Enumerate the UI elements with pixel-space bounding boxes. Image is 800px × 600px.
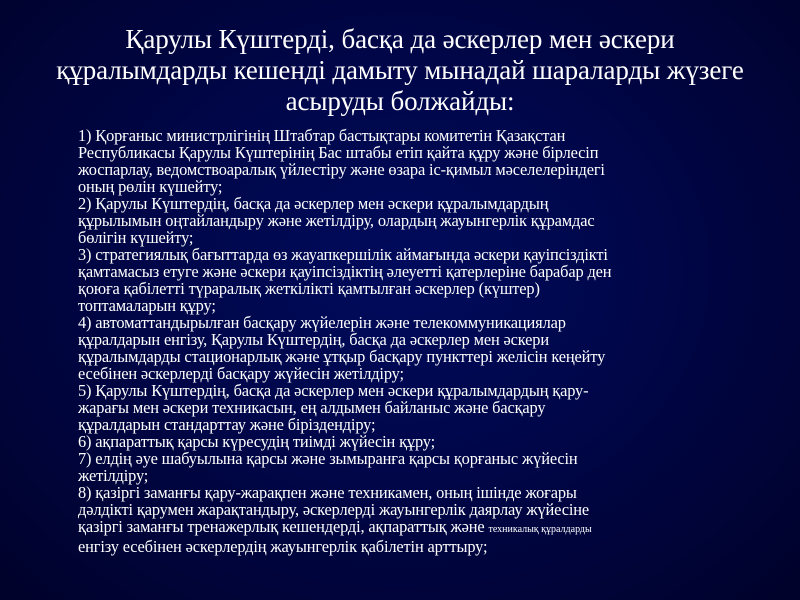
body-line: құралдарын енгізу, Қарулы Күштердің, басқа да әскерлер мен әскери: [78, 330, 549, 349]
body-line: қоюға қабілетті түраралық жеткілікті қамтылған әскерлер (күштер): [78, 279, 540, 298]
body-line: енгізу есебінен әскерлердің жауынгерлік қабілетін арттыру;: [78, 537, 488, 556]
body-line: жоспарлау, ведомствоаралық үйлестіру және өзара іс-қимыл мәселелеріндегі: [78, 160, 605, 179]
body-line: бөлігін күшейту;: [78, 228, 194, 247]
body-line: 1) Қорғаныс министрлігінің Штабтар бастықтары комитетін Қазақстан: [78, 126, 566, 145]
body-line: 6) ақпараттық қарсы күресудің тиімді жүйесін құру;: [78, 432, 436, 451]
body-line: дәлдікті қарумен жарақтандыру, әскерлерді жауынгерлік даярлау жүйесіне: [78, 500, 589, 519]
body-line-mixed: [78, 518, 768, 538]
body-line-main-text: қазіргі заманғы тренажерлық кешендерді, ақпараттық және: [78, 517, 489, 536]
body-line: жетілдіру;: [78, 466, 149, 485]
body-line: есебінен әскерлерді басқару жүйесін жетілдіру;: [78, 364, 404, 383]
slide-body: [78, 127, 768, 555]
body-line: құрылымын оңтайландыру және жетілдіру, олардың жауынгерлік құрамдас: [78, 211, 595, 230]
body-line: 3) стратегиялық бағыттарда өз жауапкершілік аймағында әскери қауіпсіздікті: [78, 245, 608, 264]
body-line: құралдарын стандарттау және біріздендіру;: [78, 415, 376, 434]
body-line: жарағы мен әскери техникасын, ең алдымен байланыс және басқару: [78, 398, 546, 417]
body-line: 5) Қарулы Күштердің, басқа да әскерлер мен әскери құралымдардың қару-: [78, 381, 589, 400]
title-line-3: асыруды болжайды:: [285, 86, 515, 116]
body-line: қамтамасыз етуге және әскери қауіпсіздіктің әлеуетті қатерлеріне барабар ден: [78, 262, 612, 281]
body-line-small-text: техникалық құралдарды: [488, 524, 592, 535]
body-line: топтамаларын құру;: [78, 296, 216, 315]
body-line: Республикасы Қарулы Күштерінің Бас штабы етіп қайта құру және бірлесіп: [78, 143, 599, 162]
body-line: оның рөлін күшейту;: [78, 177, 223, 196]
body-line: 4) автоматтандырылған басқару жүйелерін және телекоммуникациялар: [78, 313, 566, 332]
title-line-1: Қарулы Күштерді, басқа да әскерлер мен әскери: [125, 24, 675, 54]
title-line-2: құралымдарды кешенді дамыту мынадай шараларды жүзеге: [56, 55, 744, 85]
body-line: құралымдарды стационарлық және ұтқыр басқару пункттері желісін кеңейту: [78, 347, 606, 366]
body-line: 8) қазіргі заманғы қару-жарақпен және техникамен, оның ішінде жоғары: [78, 483, 577, 502]
body-line: 7) елдің әуе шабуылына қарсы және зымыранға қарсы қорғаныс жүйесін: [78, 449, 578, 468]
body-line: 2) Қарулы Күштердің, басқа да әскерлер мен әскери құралымдардың: [78, 194, 549, 213]
slide-title: [40, 24, 760, 117]
